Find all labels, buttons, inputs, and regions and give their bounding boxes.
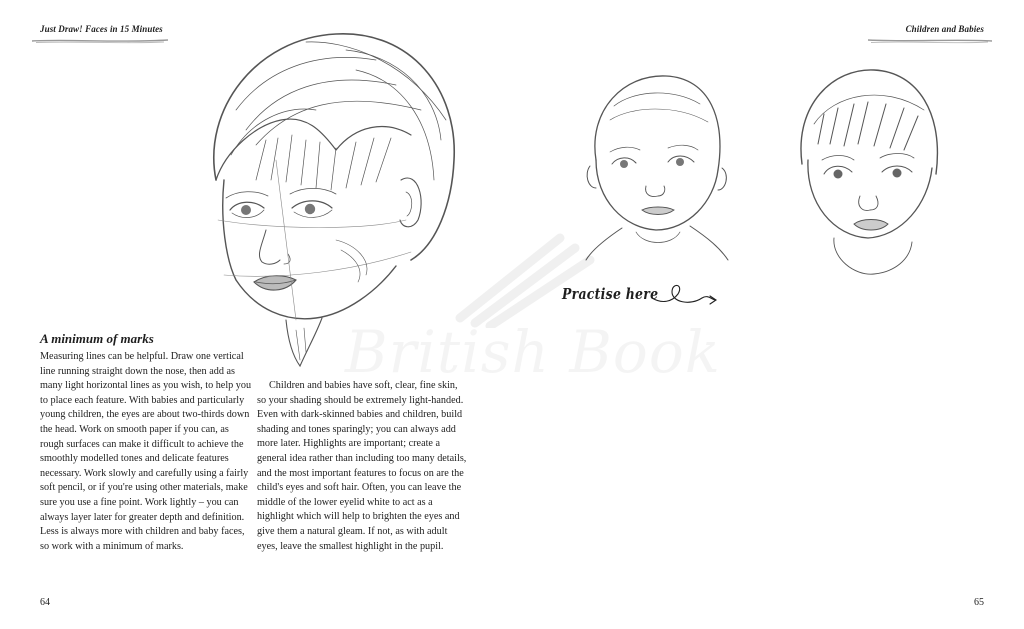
watermark-logo xyxy=(440,228,600,328)
watermark-text xyxy=(345,318,721,386)
body-text-column-1: Measuring lines can be helpful. Draw one vertical line running straight down the nose, then add as many light horizontal lines as you wish, to help you to place each feature. With babies and particularly young children, the eyes are about two-thirds down the head. Work on smooth paper if you can, as rough surfaces can make it difficult to achieve the smoothly modelled tones and delicate features necessary. Work slowly and carefully using a fairly soft pencil, or if you're using other materials, make sure you use a fine point. Work lightly – you can always layer later for greater depth and definition. Less is always more with children and baby faces, so work with a minimum of marks. xyxy=(40,351,252,552)
toddler-face-sketch xyxy=(794,64,944,278)
swirl-arrow-icon xyxy=(650,280,720,310)
section-heading: A minimum of marks xyxy=(40,331,154,346)
practise-here-label: Practise here xyxy=(562,286,659,303)
baby-face-sketch xyxy=(584,70,730,262)
running-head-rule-left xyxy=(30,38,170,44)
running-head-rule-right xyxy=(866,38,994,44)
running-head-left: Just Draw! Faces in 15 Minutes xyxy=(40,24,163,34)
page-number-right: 65 xyxy=(974,597,984,608)
body-text-column-2: Children and babies have soft, clear, fine skin, so your shading should be extremely light-handed. Even with dark-skinned babies and children, build shading and tones sparingly; you can always add more later. Highlights are important; create a general idea rather than including too many details, and the most important features to focus on are the child's eyes and soft hair. Often, you can leave the middle of the lower eyelid white to act as a highlight which will help to brighten the eyes and give them a natural gleam. If not, as with adult eyes, leave the smallest highlight in the pupil. xyxy=(257,380,467,552)
running-head-right: Children and Babies xyxy=(905,24,984,34)
page-number-left: 64 xyxy=(40,597,50,608)
